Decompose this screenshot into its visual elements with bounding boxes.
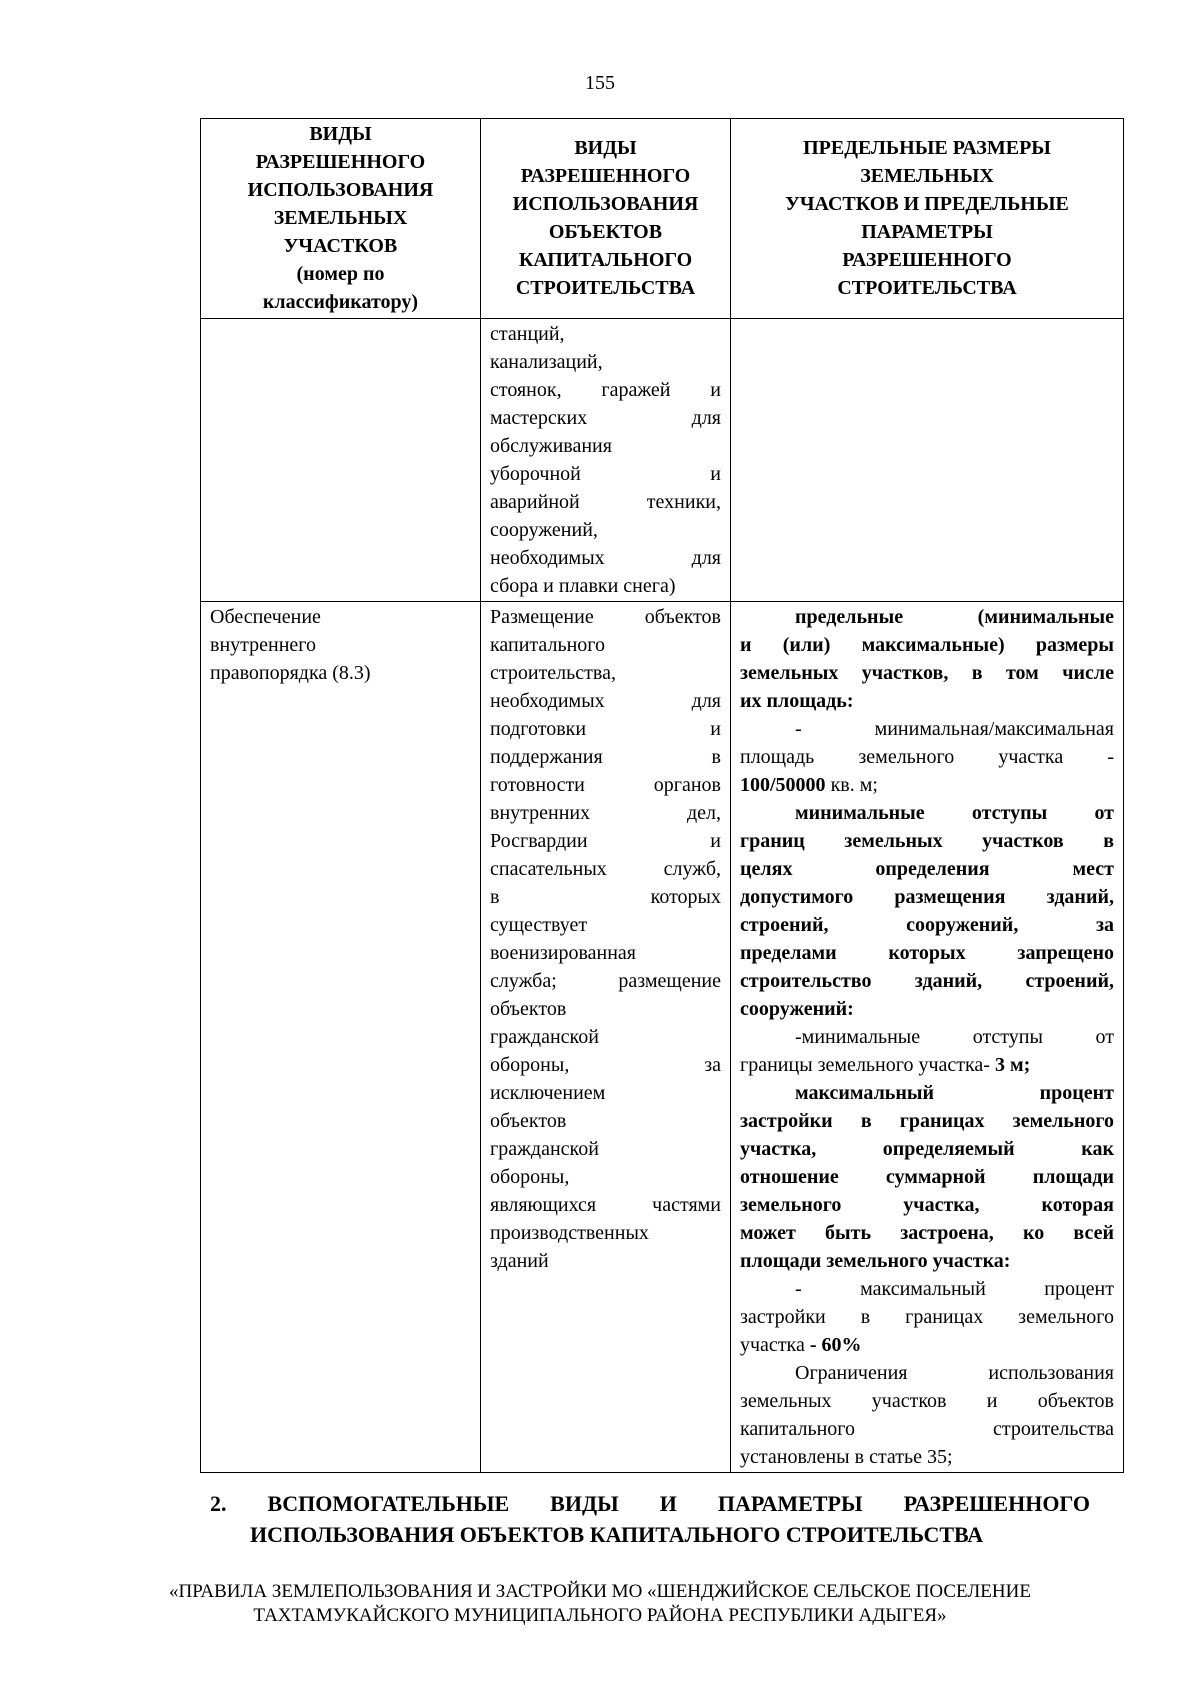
cell-line: земельных участков и объектов (740, 1390, 1114, 1412)
table-cell (201, 319, 481, 602)
header-line: УЧАСТКОВ И ПРЕДЕЛЬНЫЕ (785, 193, 1069, 215)
cell-line: в которых (490, 886, 721, 908)
cell-line: внутренних дел, (490, 802, 721, 824)
cell-line: Размещение объектов (490, 606, 721, 628)
cell-line: - максимальный процент (795, 1278, 1114, 1300)
cell-line: строительства, (490, 662, 616, 684)
cell-line: Обеспечение (210, 606, 321, 628)
cell-line: готовности органов (490, 774, 721, 796)
area-unit: кв. м; (825, 774, 878, 796)
footer-line: «ПРАВИЛА ЗЕМЛЕПОЛЬЗОВАНИЯ И ЗАСТРОЙКИ МО «ШЕНДЖИЙСКОЕ СЕЛЬСКОЕ ПОСЕЛЕНИЕ (169, 1581, 1031, 1602)
cell-line: внутреннего (210, 634, 316, 656)
cell-line: сбора и плавки снега) (490, 575, 676, 597)
table-cell-parameters (731, 602, 1124, 1473)
header-line: ИСПОЛЬЗОВАНИЯ (247, 179, 434, 201)
section-heading-line: 2. ВСПОМОГАТЕЛЬНЫЕ ВИДЫ И ПАРАМЕТРЫ РАЗРЕШЕННОГО (210, 1491, 1090, 1516)
cell-line: гражданской (490, 1026, 599, 1048)
cell-line: отношение суммарной площади (740, 1166, 1114, 1188)
cell-line: строений, сооружений, за (740, 914, 1114, 936)
cell-line (740, 1331, 1114, 1359)
header-land-use-types (201, 119, 481, 319)
footer-line: ТАХТАМУКАЙСКОГО МУНИЦИПАЛЬНОГО РАЙОНА РЕСПУБЛИКИ АДЫГЕЯ» (253, 1605, 947, 1626)
cell-line: капитального (490, 634, 605, 656)
cell-line: Ограничения использования (795, 1362, 1114, 1384)
cell-line (740, 771, 1114, 799)
cell-line (740, 1051, 1114, 1079)
cell-line: гражданской (490, 1138, 599, 1160)
table-cell (731, 319, 1124, 602)
cell-line: установлены в статье 35; (740, 1446, 953, 1468)
cell-line: -минимальные отступы от (795, 1026, 1114, 1048)
cell-line: - минимальная/максимальная (795, 718, 1114, 740)
header-line: УЧАСТКОВ (283, 235, 398, 257)
header-line: ИСПОЛЬЗОВАНИЯ (512, 193, 699, 215)
header-line: ВИДЫ (574, 137, 637, 159)
table-cell (481, 602, 731, 1473)
cell-line: обслуживания (490, 435, 612, 457)
cell-line: производственных (490, 1222, 649, 1244)
cell-line: стоянок, гаражей и (490, 379, 721, 401)
cell-line: сооружений: (740, 998, 854, 1020)
table-header-row (201, 119, 1124, 319)
cell-line: границ земельных участков в (740, 830, 1114, 852)
header-line: СТРОИТЕЛЬСТВА (837, 277, 1017, 299)
cell-line: необходимых для (490, 547, 721, 569)
setback-label: границы земельного участка- (740, 1054, 990, 1076)
cell-line: предельные (минимальные (795, 606, 1114, 628)
table-row (201, 602, 1124, 1473)
cell-line: земельных участков, в том числе (740, 662, 1114, 684)
coverage-value: - 60% (804, 1334, 862, 1356)
cell-line: существует (490, 914, 588, 936)
cell-line: застройки в границах земельного (740, 1110, 1114, 1132)
header-line: (номер по (296, 263, 385, 285)
cell-line: станций, (490, 323, 565, 345)
cell-line: застройки в границах земельного (740, 1306, 1114, 1328)
cell-line: обороны, (490, 1166, 570, 1188)
cell-line: правопорядка (8.3) (210, 662, 371, 684)
cell-line: капитального строительства (740, 1418, 1114, 1440)
cell-line: площадь земельного участка - (740, 746, 1114, 768)
page-number: 155 (585, 72, 615, 94)
cell-line: канализаций, (490, 351, 603, 373)
cell-line: объектов (490, 998, 567, 1020)
header-line: КАПИТАЛЬНОГО (518, 249, 693, 271)
cell-line: военизированная (490, 942, 636, 964)
cell-line: и (или) максимальные) размеры (740, 634, 1114, 656)
section-heading (210, 1488, 1090, 1550)
cell-line: уборочной и (490, 463, 721, 485)
cell-line: исключением (490, 1082, 606, 1104)
cell-line: спасательных служб, (490, 858, 721, 880)
cell-line: земельного участка, которая (740, 1194, 1114, 1216)
cell-line: являющихся частями (490, 1194, 721, 1216)
cell-line: площади земельного участка: (740, 1250, 1011, 1272)
zoning-rules-table (200, 118, 1124, 1473)
cell-line: целях определения мест (740, 858, 1114, 880)
header-line: ЗЕМЕЛЬНЫХ (860, 165, 994, 187)
header-construction-use-types (481, 119, 731, 319)
header-line: РАЗРЕШЕННОГО (842, 249, 1012, 271)
setback-value: 3 м; (989, 1054, 1031, 1076)
header-line: ОБЪЕКТОВ (548, 221, 663, 243)
cell-line: зданий (490, 1250, 549, 1272)
header-line: ВИДЫ (309, 123, 372, 145)
cell-line: может быть застроена, ко всей (740, 1222, 1114, 1244)
cell-line: служба; размещение (490, 970, 721, 992)
header-limit-parameters (731, 119, 1124, 319)
cell-line: аварийной техники, (490, 491, 721, 513)
table-row (201, 319, 1124, 602)
cell-line: пределами которых запрещено (740, 942, 1114, 964)
header-line: РАЗРЕШЕННОГО (255, 151, 426, 173)
header-line: ЗЕМЕЛЬНЫХ (273, 207, 408, 229)
cell-line: поддержания в (490, 746, 721, 768)
cell-line: участка, определяемый как (740, 1138, 1114, 1160)
cell-line: сооружений, (490, 519, 598, 541)
cell-line: подготовки и (490, 718, 721, 740)
cell-line: необходимых для (490, 690, 721, 712)
cell-line: обороны, за (490, 1054, 721, 1076)
document-footer (0, 1580, 1200, 1628)
cell-line: объектов (490, 1110, 567, 1132)
cell-line: их площадь: (740, 690, 854, 712)
table-cell (201, 602, 481, 1473)
header-line: ПАРАМЕТРЫ (861, 221, 993, 243)
header-line: ПРЕДЕЛЬНЫЕ РАЗМЕРЫ (803, 137, 1051, 159)
section-heading-line: ИСПОЛЬЗОВАНИЯ ОБЪЕКТОВ КАПИТАЛЬНОГО СТРОИТЕЛЬСТВА (250, 1522, 984, 1547)
table-cell (481, 319, 731, 602)
cell-line: максимальный процент (795, 1082, 1114, 1104)
cell-line: мастерских для (490, 407, 721, 429)
coverage-label: участка (740, 1334, 805, 1356)
header-line: СТРОИТЕЛЬСТВА (515, 277, 696, 299)
cell-line: минимальные отступы от (795, 802, 1114, 824)
header-line: РАЗРЕШЕННОГО (520, 165, 691, 187)
cell-line: допустимого размещения зданий, (740, 886, 1114, 908)
cell-line: строительство зданий, строений, (740, 970, 1114, 992)
min-max-area-value: 100/50000 (740, 774, 826, 796)
header-line: классификатору) (262, 291, 419, 313)
cell-line: Росгвардии и (490, 830, 721, 852)
